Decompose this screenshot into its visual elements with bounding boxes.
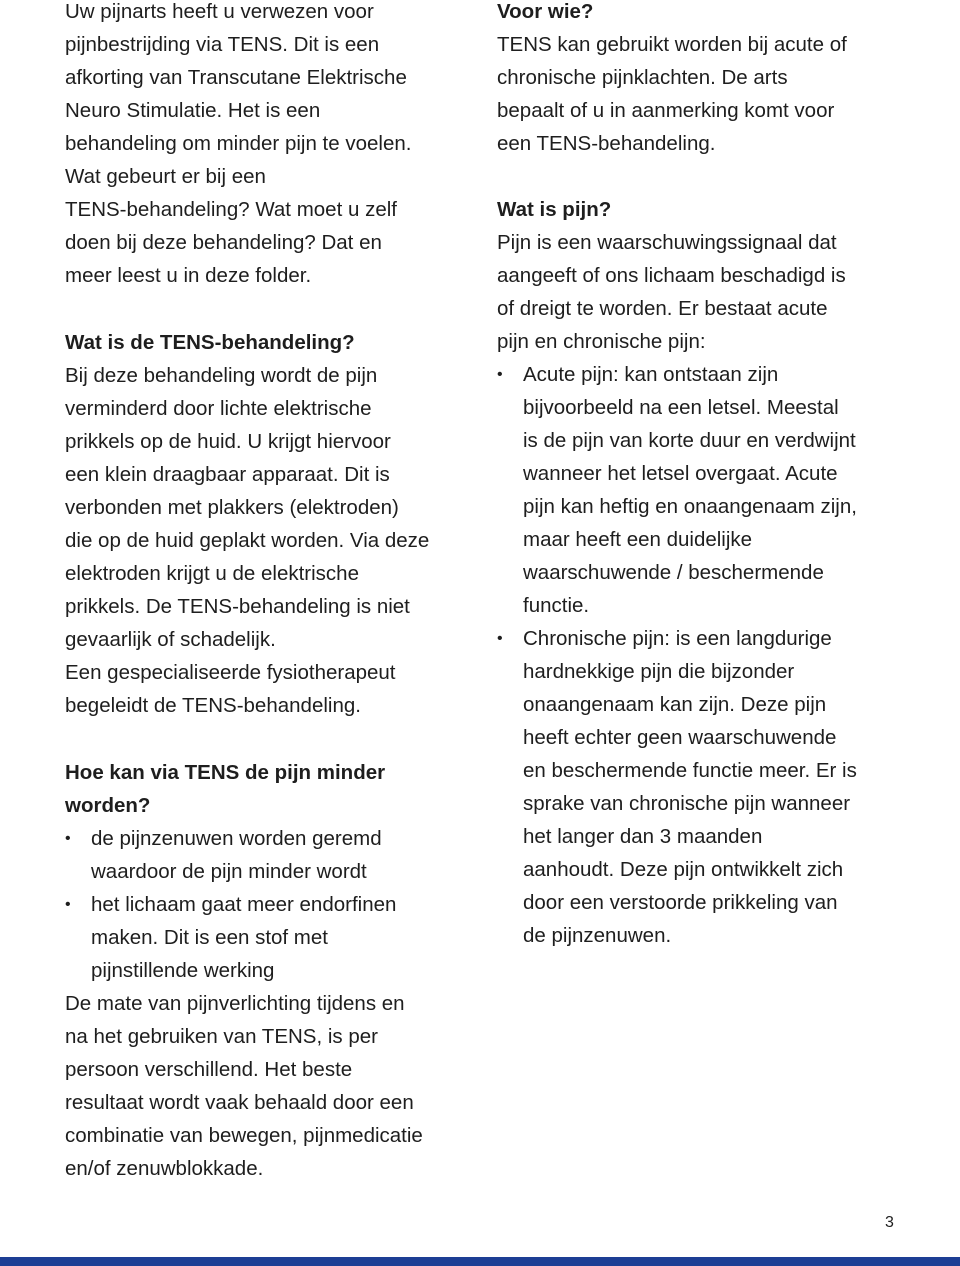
intro-line: meer leest u in deze folder. <box>65 264 312 287</box>
body-line: Bij deze behandeling wordt de pijn <box>65 364 378 387</box>
body-line: prikkels op de huid. U krijgt hiervoor <box>65 430 391 453</box>
body-line: een TENS-behandeling. <box>497 132 716 155</box>
bullet-icon: • <box>65 896 71 913</box>
body-line: Een gespecialiseerde fysiotherapeut <box>65 661 396 684</box>
bullet-line: het langer dan 3 maanden <box>523 825 763 848</box>
body-line: combinatie van bewegen, pijnmedicatie <box>65 1124 423 1147</box>
section-heading-wat-is-tens: Wat is de TENS-behandeling? <box>65 331 355 354</box>
section-heading-wat-is-pijn: Wat is pijn? <box>497 198 612 221</box>
body-line: begeleidt de TENS-behandeling. <box>65 694 361 717</box>
bullet-line: waardoor de pijn minder wordt <box>91 860 367 883</box>
body-line: prikkels. De TENS-behandeling is niet <box>65 595 410 618</box>
body-line: Pijn is een waarschuwingssignaal dat <box>497 231 837 254</box>
body-line: verminderd door lichte elektrische <box>65 397 372 420</box>
body-line: na het gebruiken van TENS, is per <box>65 1025 378 1048</box>
body-line: elektroden krijgt u de elektrische <box>65 562 359 585</box>
bullet-line: pijnstillende werking <box>91 959 275 982</box>
body-line: gevaarlijk of schadelijk. <box>65 628 276 651</box>
intro-line: pijnbestrijding via TENS. Dit is een <box>65 33 380 56</box>
bullet-line: het lichaam gaat meer endorfinen <box>91 893 397 916</box>
intro-line: doen bij deze behandeling? Dat en <box>65 231 382 254</box>
bullet-line: de pijnzenuwen worden geremd <box>91 827 382 850</box>
intro-line: Neuro Stimulatie. Het is een <box>65 99 321 122</box>
section-heading-hoe-kan: Hoe kan via TENS de pijn minder <box>65 761 386 784</box>
section-heading-hoe-kan: worden? <box>65 794 151 817</box>
body-line: bepaalt of u in aanmerking komt voor <box>497 99 835 122</box>
bullet-icon: • <box>497 366 503 383</box>
bullet-line: is de pijn van korte duur en verdwijnt <box>523 429 856 452</box>
body-line: De mate van pijnverlichting tijdens en <box>65 992 405 1015</box>
bullet-line: sprake van chronische pijn wanneer <box>523 792 851 815</box>
body-line: aangeeft of ons lichaam beschadigd is <box>497 264 846 287</box>
bullet-line: functie. <box>523 594 590 617</box>
body-line: pijn en chronische pijn: <box>497 330 706 353</box>
intro-line: Wat gebeurt er bij een <box>65 165 266 188</box>
intro-line: afkorting van Transcutane Elektrische <box>65 66 407 89</box>
body-line: een klein draagbaar apparaat. Dit is <box>65 463 390 486</box>
section-heading-voor-wie: Voor wie? <box>497 0 594 23</box>
body-line: TENS kan gebruikt worden bij acute of <box>497 33 847 56</box>
bullet-line: heeft echter geen waarschuwende <box>523 726 837 749</box>
bullet-line: aanhoudt. Deze pijn ontwikkelt zich <box>523 858 844 881</box>
bullet-line: hardnekkige pijn die bijzonder <box>523 660 795 683</box>
bullet-line: pijn kan heftig en onaangenaam zijn, <box>523 495 857 518</box>
footer-bar <box>0 1257 960 1266</box>
body-line: of dreigt te worden. Er bestaat acute <box>497 297 828 320</box>
bullet-line: de pijnzenuwen. <box>523 924 672 947</box>
intro-line: behandeling om minder pijn te voelen. <box>65 132 412 155</box>
body-line: resultaat wordt vaak behaald door een <box>65 1091 414 1114</box>
bullet-line: maar heeft een duidelijke <box>523 528 753 551</box>
bullet-line: bijvoorbeeld na een letsel. Meestal <box>523 396 839 419</box>
intro-line: TENS-behandeling? Wat moet u zelf <box>65 198 397 221</box>
body-line: en/of zenuwblokkade. <box>65 1157 264 1180</box>
bullet-line: door een verstoorde prikkeling van <box>523 891 838 914</box>
bullet-line: wanneer het letsel overgaat. Acute <box>523 462 838 485</box>
page-number: 3 <box>885 1214 894 1231</box>
bullet-line: maken. Dit is een stof met <box>91 926 328 949</box>
bullet-line: onaangenaam kan zijn. Deze pijn <box>523 693 827 716</box>
bullet-line: waarschuwende / beschermende <box>523 561 824 584</box>
bullet-line: en beschermende functie meer. Er is <box>523 759 857 782</box>
intro-line: Uw pijnarts heeft u verwezen voor <box>65 0 374 23</box>
bullet-icon: • <box>65 830 71 847</box>
bullet-line: Acute pijn: kan ontstaan zijn <box>523 363 779 386</box>
body-line: chronische pijnklachten. De arts <box>497 66 788 89</box>
bullet-icon: • <box>497 630 503 647</box>
body-line: verbonden met plakkers (elektroden) <box>65 496 399 519</box>
body-line: persoon verschillend. Het beste <box>65 1058 353 1081</box>
bullet-line: Chronische pijn: is een langdurige <box>523 627 832 650</box>
body-line: die op de huid geplakt worden. Via deze <box>65 529 430 552</box>
